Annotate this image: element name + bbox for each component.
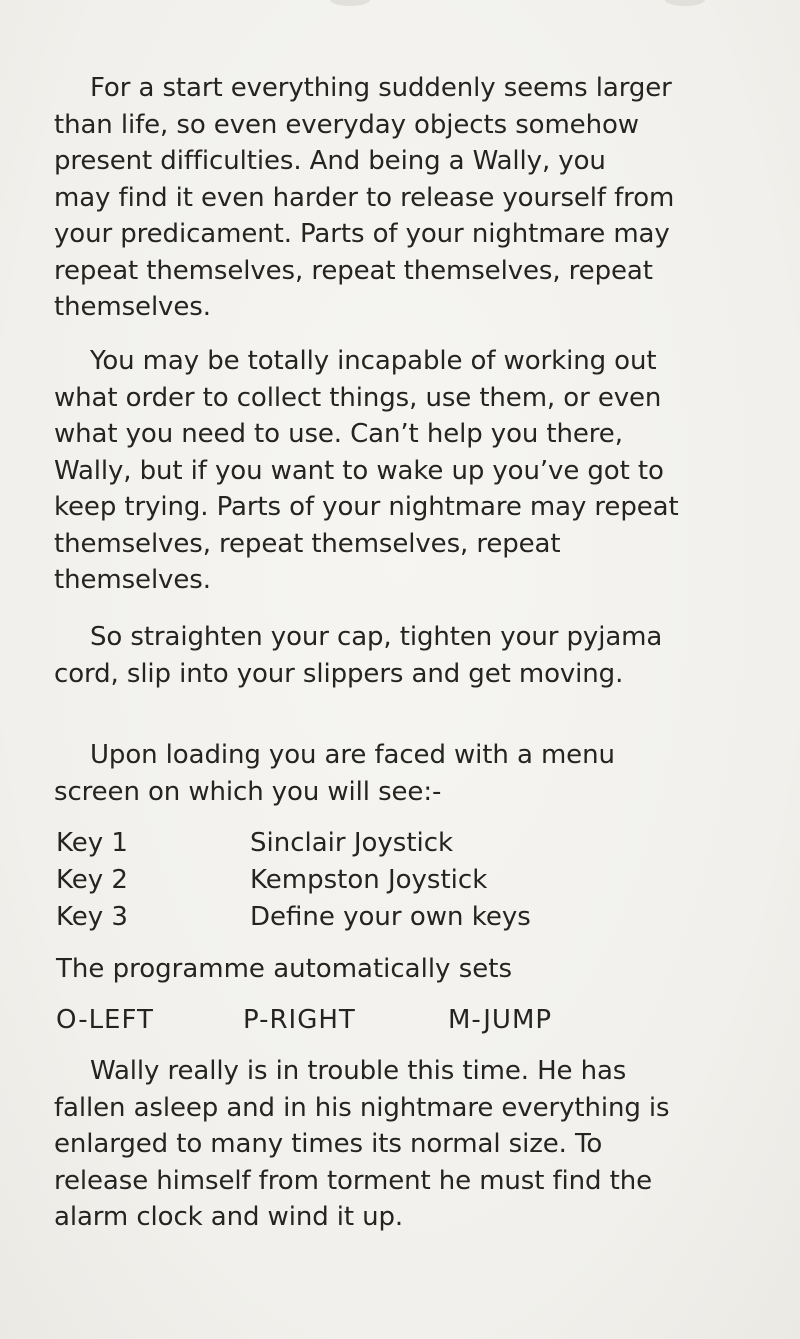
page-edge-mark bbox=[330, 0, 370, 6]
paragraph-get-moving bbox=[54, 619, 754, 692]
key-label: Key 3 bbox=[56, 902, 128, 932]
key-action: Sinclair Joystick bbox=[250, 828, 454, 858]
menu-key-row bbox=[56, 862, 531, 899]
menu-key-list bbox=[56, 825, 531, 936]
menu-key-row bbox=[56, 825, 531, 862]
control-jump: M-JUMP bbox=[448, 1005, 553, 1035]
paragraph-text: So straighten your cap, tighten your pyjama cord, slip into your slippers and get moving. bbox=[54, 622, 663, 689]
paragraph-story bbox=[54, 1053, 754, 1236]
key-action: Kempston Joystick bbox=[250, 865, 488, 895]
menu-key-row bbox=[56, 899, 531, 936]
paragraph-collect bbox=[54, 343, 754, 599]
control-right: P-RIGHT bbox=[243, 1005, 356, 1035]
page-edge-mark bbox=[665, 0, 705, 6]
paragraph-intro bbox=[54, 70, 754, 326]
paragraph-text: For a start everything suddenly seems larger than life, so even everyday objects somehow present difficulties. And being a Wally, you may find it even harder to release yourself from your predicament. Parts of your nightmare may repeat themselves, repeat themselves, repeat themselves. bbox=[54, 73, 675, 322]
control-left: O-LEFT bbox=[56, 1005, 154, 1035]
paragraph-text: Wally really is in trouble this time. He has fallen asleep and in his nightmare everything is enlarged to many times its normal size. To release himself from torment he must find the alarm clock and wind it up. bbox=[54, 1056, 670, 1232]
key-label: Key 1 bbox=[56, 828, 128, 858]
paragraph-text: You may be totally incapable of working out what order to collect things, use them, or even what you need to use. Can’t help you there, Wally, but if you want to wake up you’ve got to keep trying. Parts of your nightmare may repeat themselves, repeat themselves, repeat themselves. bbox=[54, 346, 679, 595]
paragraph-text: Upon loading you are faced with a menu screen on which you will see:- bbox=[54, 740, 615, 807]
key-label: Key 2 bbox=[56, 865, 128, 895]
paragraph-loading bbox=[54, 737, 754, 810]
key-action: Define your own keys bbox=[250, 902, 531, 932]
auto-sets-line: The programme automatically sets bbox=[56, 954, 512, 984]
